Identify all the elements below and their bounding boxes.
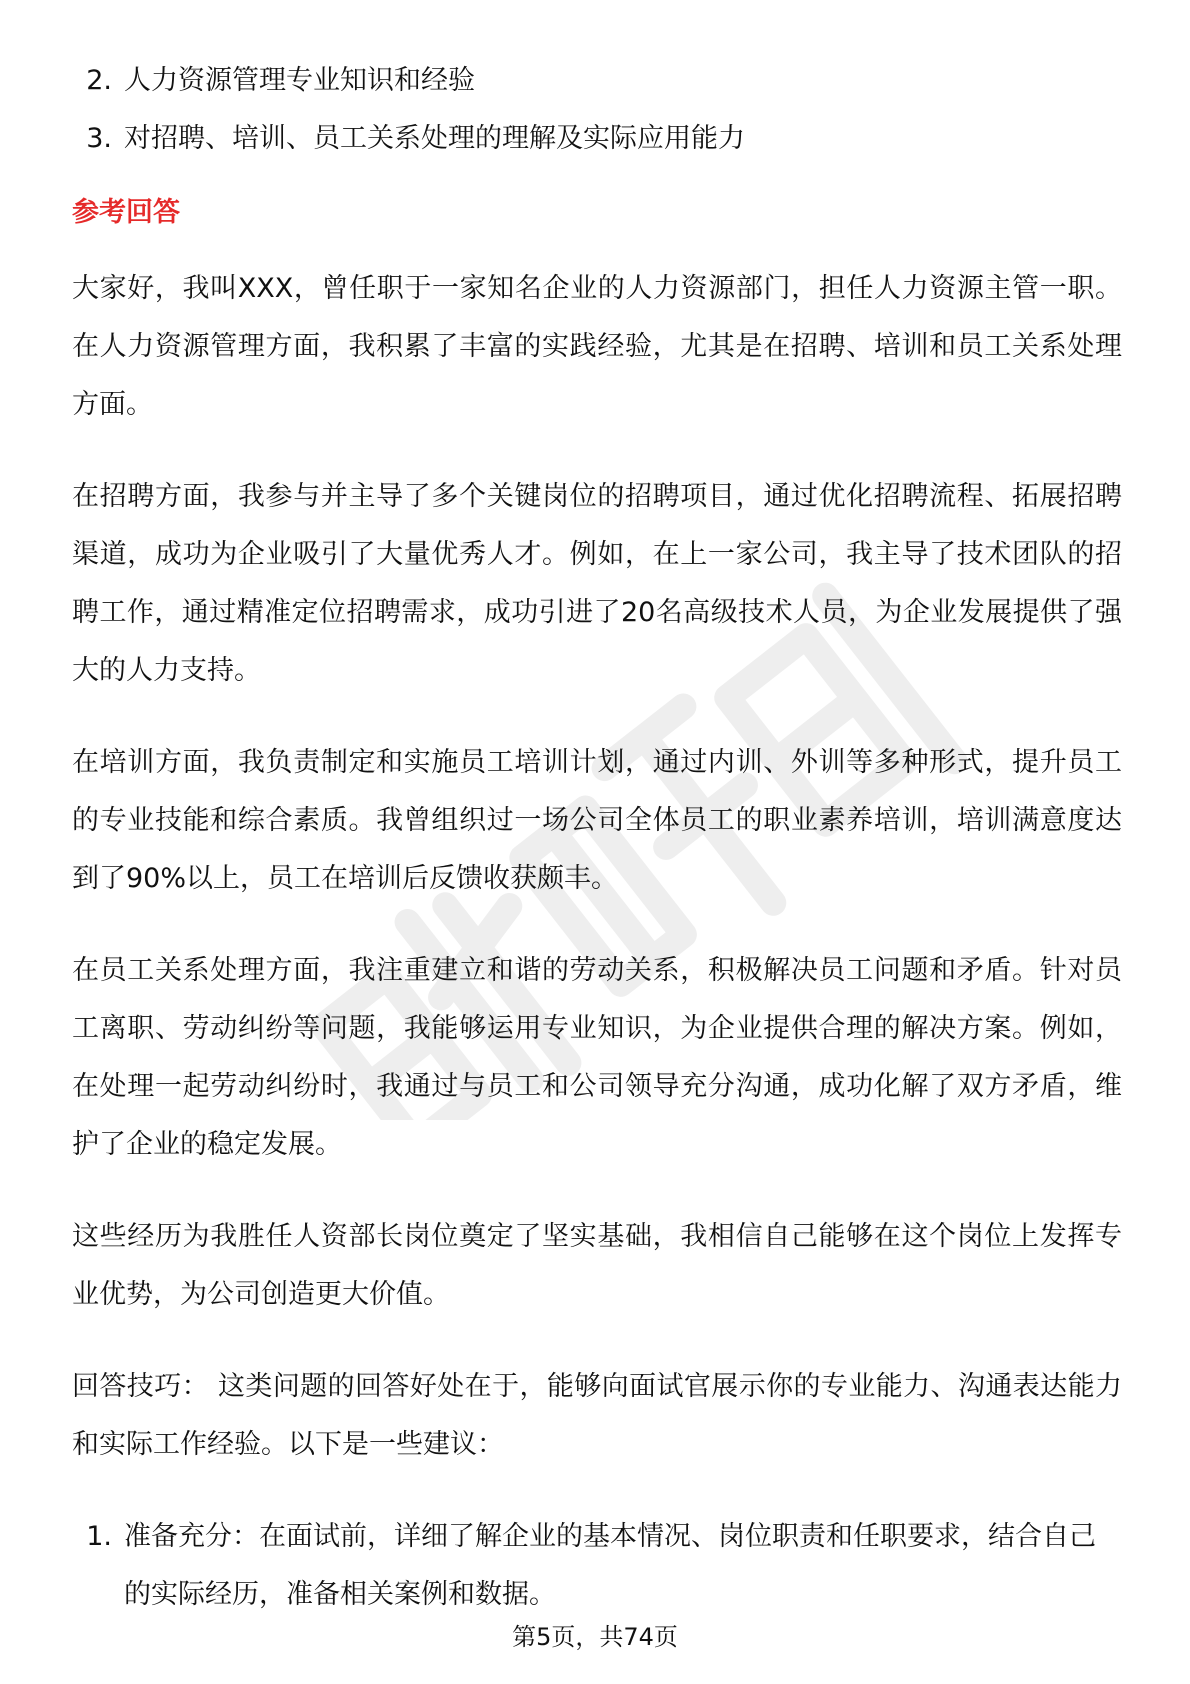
top-numbered-list [72, 52, 1122, 168]
paragraph: 这些经历为我胜任人资部长岗位奠定了坚实基础，我相信自己能够在这个岗位上发挥专业优势，为公司创造更大价值。 [72, 1221, 1122, 1310]
list-item [72, 52, 1122, 110]
page-content [72, 52, 1122, 1624]
list-item-number: 1. [86, 1521, 112, 1552]
list-item-text: 人力资源管理专业知识和经验 [124, 65, 475, 96]
paragraph: 在员工关系处理方面，我注重建立和谐的劳动关系，积极解决员工问题和矛盾。针对员工离职、劳动纠纷等问题，我能够运用专业知识，为企业提供合理的解决方案。例如，在处理一起劳动纠纷时，我通过与员工和公司领导充分沟通，成功化解了双方矛盾，维护了企业的稳定发展。 [72, 955, 1122, 1160]
paragraph: 大家好，我叫XXX，曾任职于一家知名企业的人力资源部门，担任人力资源主管一职。在人力资源管理方面，我积累了丰富的实践经验，尤其是在招聘、培训和员工关系处理方面。 [72, 273, 1122, 420]
list-item [72, 110, 1122, 168]
list-item-text: 对招聘、培训、员工关系处理的理解及实际应用能力 [124, 123, 745, 154]
page-footer: 第5页，共74页 [512, 1623, 678, 1651]
section-title: 参考回答 [72, 197, 180, 228]
list-item [72, 1508, 1122, 1624]
list-item-text: 准备充分：在面试前，详细了解企业的基本情况、岗位职责和任职要求，结合自己的实际经历，准备相关案例和数据。 [124, 1521, 1096, 1610]
list-item-number: 3. [86, 123, 112, 154]
paragraph: 回答技巧： 这类问题的回答好处在于，能够向面试官展示你的专业能力、沟通表达能力和实际工作经验。以下是一些建议： [72, 1371, 1122, 1460]
tips-numbered-list [72, 1508, 1122, 1624]
paragraph: 在招聘方面，我参与并主导了多个关键岗位的招聘项目，通过优化招聘流程、拓展招聘渠道，成功为企业吸引了大量优秀人才。例如，在上一家公司，我主导了技术团队的招聘工作，通过精准定位招聘需求，成功引进了20名高级技术人员，为企业发展提供了强大的人力支持。 [72, 481, 1122, 686]
list-item-number: 2. [86, 65, 112, 96]
paragraph: 在培训方面，我负责制定和实施员工培训计划，通过内训、外训等多种形式，提升员工的专业技能和综合素质。我曾组织过一场公司全体员工的职业素养培训，培训满意度达到了90%以上，员工在培训后反馈收获颇丰。 [72, 747, 1122, 894]
